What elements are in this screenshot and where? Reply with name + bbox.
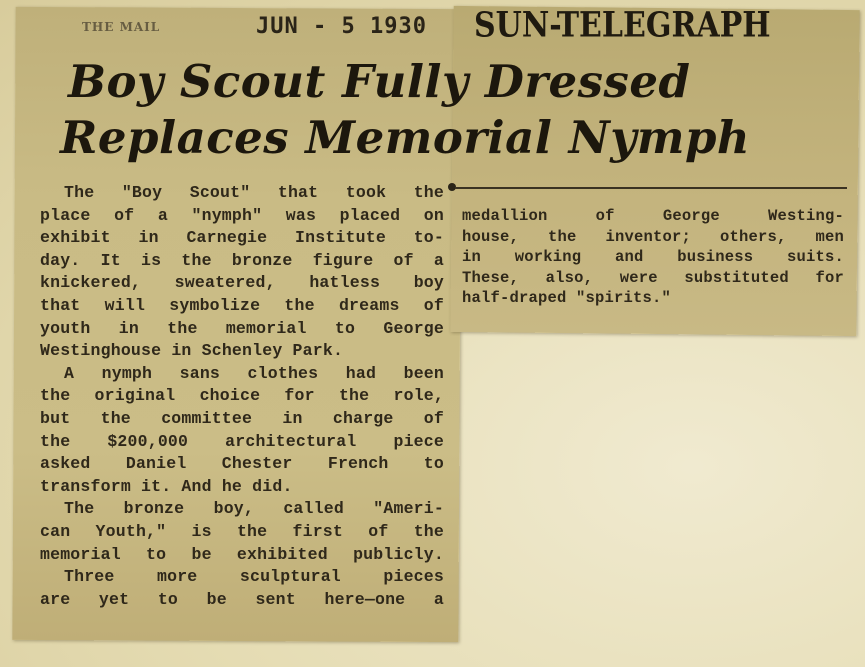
- article-line: in working and business suits.: [462, 248, 844, 266]
- article-line: knickered, sweatered, hatless boy: [40, 273, 444, 293]
- article-line: youth in the memorial to George: [40, 318, 444, 338]
- article-line: the original choice for the role,: [40, 386, 444, 406]
- article-right-column: [462, 206, 844, 309]
- headline: [60, 54, 840, 166]
- article-line: place of a "nymph" was placed on: [40, 205, 444, 225]
- article-line: can Youth," is the first of the: [40, 521, 444, 541]
- masthead-small-paper-name: THE MAIL: [82, 20, 161, 34]
- article-line: Three more sculptural pieces: [64, 567, 444, 587]
- article-line: asked Daniel Chester French to: [40, 454, 444, 474]
- article-line: half-draped "spirits.": [462, 289, 672, 307]
- article-line: Westinghouse in Schenley Park.: [40, 341, 344, 361]
- article-left-column: [40, 182, 444, 611]
- masthead: [70, 5, 830, 46]
- headline-line-1: Boy Scout Fully Dressed: [68, 55, 691, 108]
- article-line: The "Boy Scout" that took the: [64, 183, 444, 202]
- article-line: These, also, were substituted for: [462, 268, 844, 287]
- headline-line-2: Replaces Memorial Nymph: [60, 111, 751, 164]
- article-line: memorial to be exhibited publicly.: [40, 544, 444, 564]
- newspaper-name: SUN-TELEGRAPH: [474, 5, 771, 46]
- article-line: A nymph sans clothes had been: [64, 363, 444, 383]
- article-line: are yet to be sent here—one a: [40, 589, 444, 609]
- article-line: day. It is the bronze figure of a: [40, 250, 444, 270]
- article-line: medallion of George Westing-: [462, 207, 844, 225]
- article-line: The bronze boy, called "Ameri-: [64, 499, 444, 519]
- clipping-date-stamp: JUN - 5 1930: [256, 14, 427, 39]
- article-line: but the committee in charge of: [40, 408, 444, 428]
- column-rule: [455, 187, 847, 189]
- article-line: transform it. And he did.: [40, 476, 293, 496]
- article-line: exhibit in Carnegie Institute to-: [40, 228, 444, 248]
- article-line: house, the inventor; others, men: [462, 227, 844, 246]
- article-line: that will symbolize the dreams of: [40, 295, 444, 315]
- article-line: the $200,000 architectural piece: [40, 431, 444, 451]
